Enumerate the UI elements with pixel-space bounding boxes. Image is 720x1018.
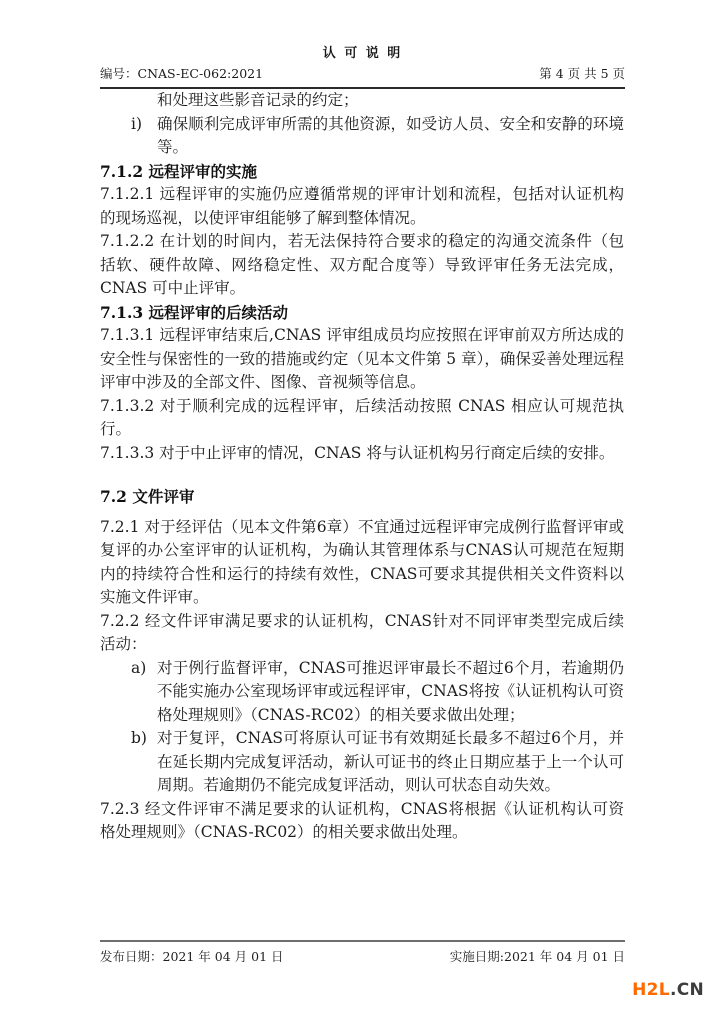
page-indicator: 第 4 页 共 5 页	[539, 66, 625, 81]
list-item	[100, 727, 624, 798]
paragraph: 7.2.3 经文件评审不满足要求的认证机构，CNAS将根据《认证机构认可资格处理规则》（CNAS-RC02）的相关要求做出处理。	[100, 799, 624, 841]
paragraph: 7.2.2 经文件评审满足要求的认证机构，CNAS针对不同评审类型完成后续活动：	[100, 611, 624, 653]
section-heading: 7.1.2 远程评审的实施	[100, 161, 258, 181]
document-number: 编号：CNAS-EC-062:2021	[100, 66, 264, 81]
section-heading: 7.2 文件评审	[100, 487, 195, 506]
list-marker: b)	[131, 729, 147, 747]
list-text: 对于复评，CNAS可将原认可证书有效期延长最多不超过6个月，并在延长期内完成复评活动，新认可证书的终止日期应基于上一个认可周期。若逾期仍不能完成复评活动，则认可状态自动失效。	[157, 729, 624, 794]
paragraph: 7.1.3.1 远程评审结束后,CNAS 评审组成员均应按照在评审前双方所达成的安全性与保密性的一致的措施或约定（见本文件第 5 章），确保妥善处理远程评审中涉及的全部文件、图像、音视频等信息。	[100, 326, 624, 391]
list-item	[100, 657, 624, 728]
page-header	[100, 42, 625, 89]
paragraph: 7.1.3.2 对于顺利完成的远程评审，后续活动按照 CNAS 相应认可规范执行。	[100, 396, 624, 438]
list-text: 对于例行监督评审，CNAS可推迟评审最长不超过6个月，若逾期仍不能实施办公室现场评审或远程评审，CNAS将按《认证机构认可资格处理规则》（CNAS-RC02）的相关要求做出处理；	[157, 658, 624, 724]
paragraph: 7.1.2.1 远程评审的实施仍应遵循常规的评审计划和流程，包括对认证机构的现场巡视，以使评审组能够了解到整体情况。	[100, 185, 624, 227]
implement-date: 实施日期:2021 年 04 月 01 日	[449, 949, 625, 964]
page-footer	[100, 940, 625, 965]
paragraph: 7.1.3.3 对于中止评审的情况，CNAS 将与认证机构另行商定后续的安排。	[100, 443, 615, 462]
list-text: 确保顺利完成评审所需的其他资源，如受访人员、安全和安静的环境等。	[157, 114, 624, 156]
section-heading: 7.1.3 远程评审的后续活动	[100, 302, 289, 322]
list-marker: i)	[131, 114, 143, 133]
site-watermark	[632, 980, 704, 1000]
document-body	[100, 89, 624, 845]
watermark-brand: H2L	[632, 980, 670, 1000]
list-marker: a)	[131, 658, 147, 677]
paragraph: 7.1.2.2 在计划的时间内，若无法保持符合要求的稳定的沟通交流条件（包括软、硬件故障、网络稳定性、双方配合度等）导致评审任务无法完成，CNAS 可中止评审。	[100, 232, 624, 297]
paragraph: 7.2.1 对于经评估（见本文件第6章）不宜通过远程评审完成例行监督评审或复评的办公室评审的认证机构，为确认其管理体系与CNAS认可规范在短期内的持续符合性和运行的持续有效性，CNAS可要求其提供相关文件资料以实施文件评审。	[100, 517, 624, 606]
header-meta-row	[100, 64, 625, 89]
list-item	[100, 113, 624, 160]
document-title: 认 可 说 明	[322, 46, 403, 61]
watermark-suffix: .CN	[669, 980, 704, 1000]
paragraph-continuation: 和处理这些影音记录的约定；	[157, 91, 359, 109]
issue-date: 发布日期：2021 年 04 月 01 日	[100, 949, 284, 964]
